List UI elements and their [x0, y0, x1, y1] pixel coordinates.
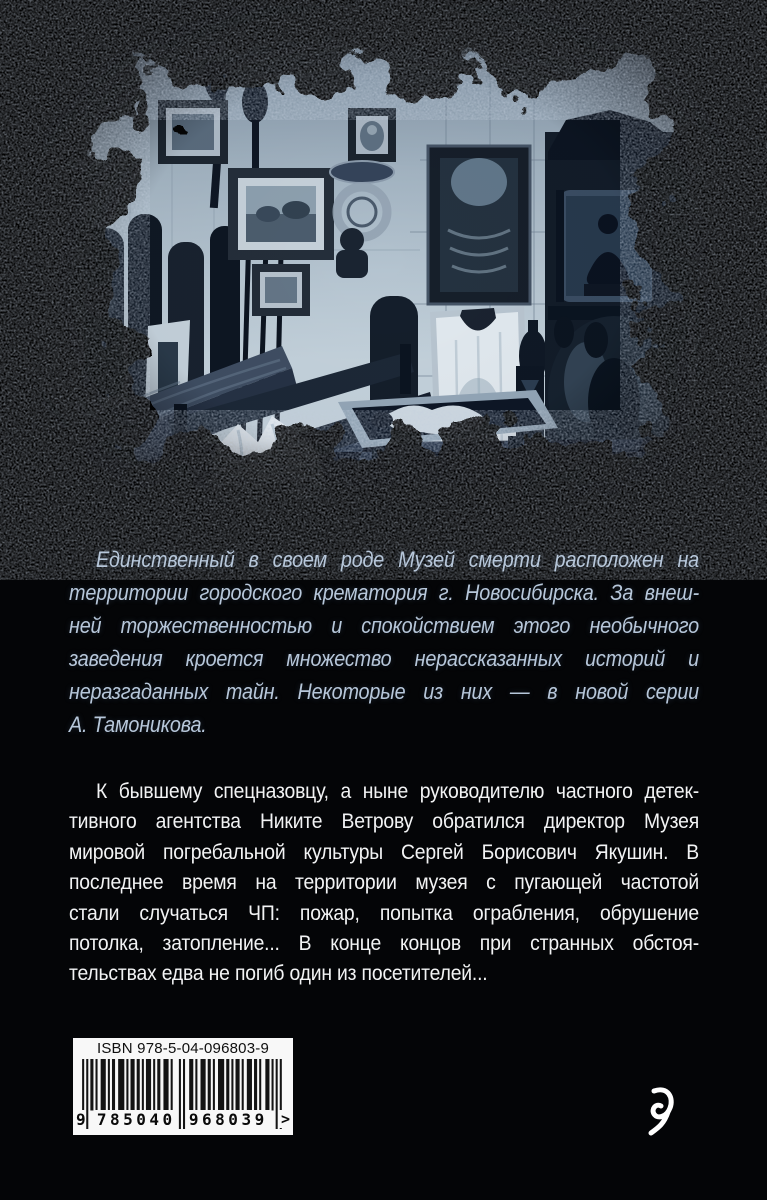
- synopsis-line: стали случаться ЧП: пожар, попытка ограбления, обрушение: [69, 900, 699, 925]
- annotation-line: заведения кроется множество нерассказанных историй и: [69, 646, 699, 671]
- isbn-number: ISBN 978-5-04-096803-9: [96, 1040, 269, 1057]
- annotation-line: А. Тамоникова.: [69, 712, 207, 737]
- synopsis-line: К бывшему спецназовцу, а ныне руководителю частного детек-: [96, 779, 699, 803]
- annotation-line: ней торжественностью и спокойствием этого необычного: [69, 613, 699, 638]
- synopsis-line: потолка, затопление... В конце концов при странных обстоя-: [69, 931, 699, 956]
- synopsis-line: тивного агентства Никите Ветрову обратился директор Музея: [69, 809, 699, 834]
- synopsis: [69, 776, 699, 989]
- museum-photo: [0, 0, 767, 580]
- synopsis-line: мировой погребальной культуры Сергей Борисович Якушин. В: [69, 839, 699, 864]
- annotation-line: территории городского крематория г. Новосибирска. За внеш-: [69, 580, 699, 605]
- synopsis-line: тельствах едва не погиб один из посетителей...: [69, 961, 488, 986]
- barcode-group-2: 968039: [188, 1109, 268, 1129]
- series-annotation: [69, 543, 699, 741]
- museum-photo-illustration: [0, 0, 767, 580]
- barcode-group-1: 785040: [96, 1109, 176, 1129]
- annotation-line: неразгаданных тайн. Некоторые из них — в новой серии: [69, 679, 699, 704]
- annotation-line: Единственный в своем роде Музей смерти расположен на: [96, 547, 699, 572]
- barcode-digit-left: 9: [76, 1109, 86, 1129]
- barcode-end-char: >: [280, 1110, 290, 1128]
- isbn-barcode-block: [73, 1038, 293, 1135]
- barcode-digits: [76, 1106, 290, 1132]
- synopsis-line: последнее время на территории музея с пугающей частотой: [69, 870, 699, 895]
- eksmo-publisher-logo-icon: [645, 1086, 675, 1138]
